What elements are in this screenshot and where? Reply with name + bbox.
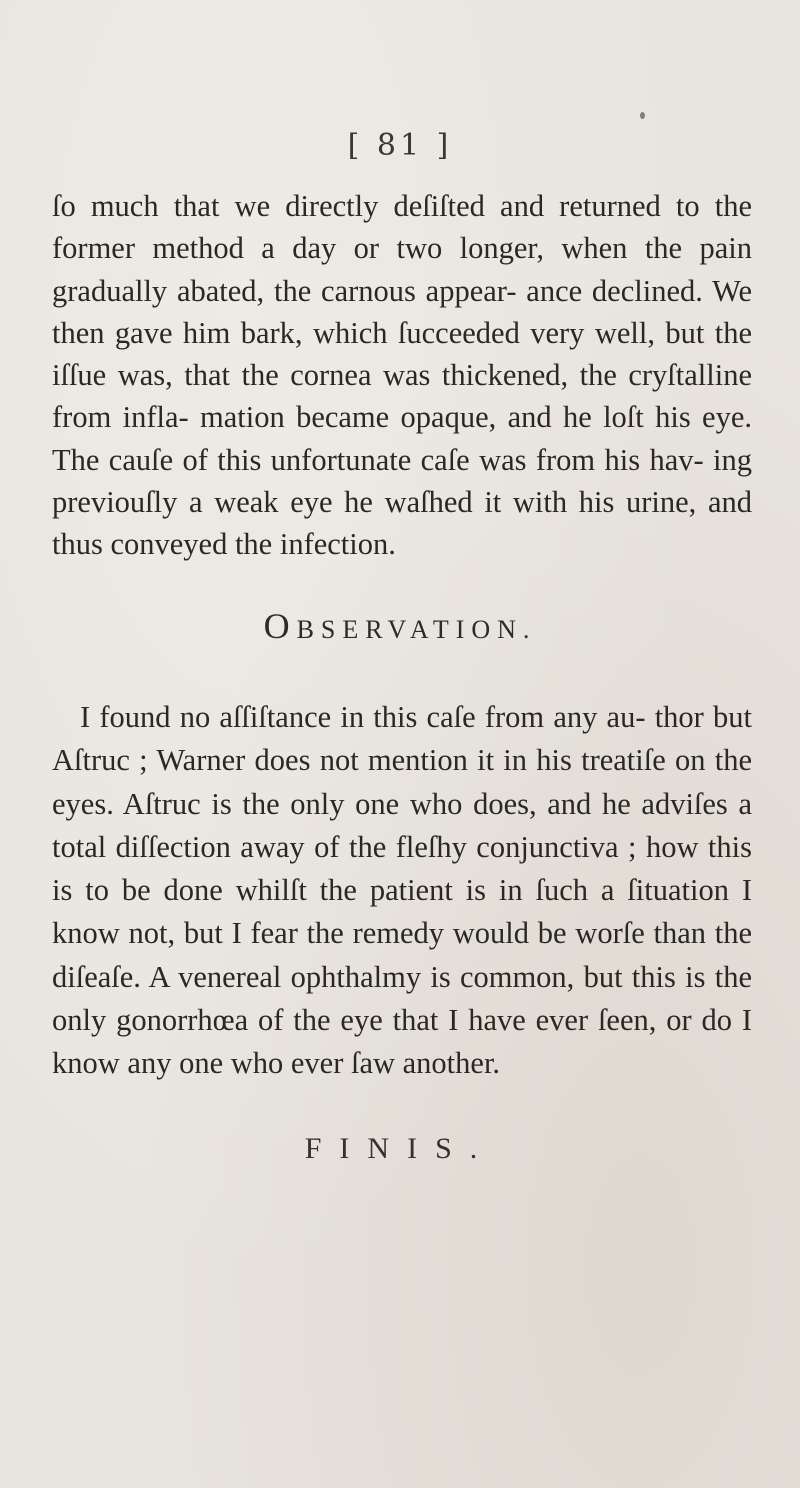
finis-mark: FINIS. (304, 1132, 496, 1165)
paragraph-observation: I found no aſſiſtance in this caſe from any au- thor but Aſtruc ; Warner does not mention it in his treatiſe on the eyes. Aſtruc is the only one who does, and he adviſes a total diſſection away of the fleſhy conjunctiva ; how this is to be done whilſt the patient is in ſuch a ſituation I know not, but I fear the remedy would be worſe than the diſeaſe. A venereal ophthalmy is common, but this is the only gonorrhœa of the eye that I have ever ſeen, or do I know any one who ever ſaw another. (52, 700, 752, 1081)
ink-speck (640, 112, 645, 119)
heading-initial: O (263, 606, 297, 646)
paragraph-continuation: ſo much that we directly deſiſted and returned to the former method a day or two longer, when the pain gradually abated, the carnous appear- ance declined. We then gave him bark, which ſucceeded very well, but the iſſue was, that the cornea was thickened, the cryſtalline from infla- mation became opaque, and he loſt his eye. The cauſe of this unfortunate caſe was from his hav- ing previouſly a weak eye he waſhed it with his urine, and thus conveyed the infection. (52, 189, 752, 562)
page-number: [ 81 ] (347, 128, 453, 163)
heading-rest: BSERVATION. (296, 615, 537, 644)
section-heading (0, 605, 800, 647)
